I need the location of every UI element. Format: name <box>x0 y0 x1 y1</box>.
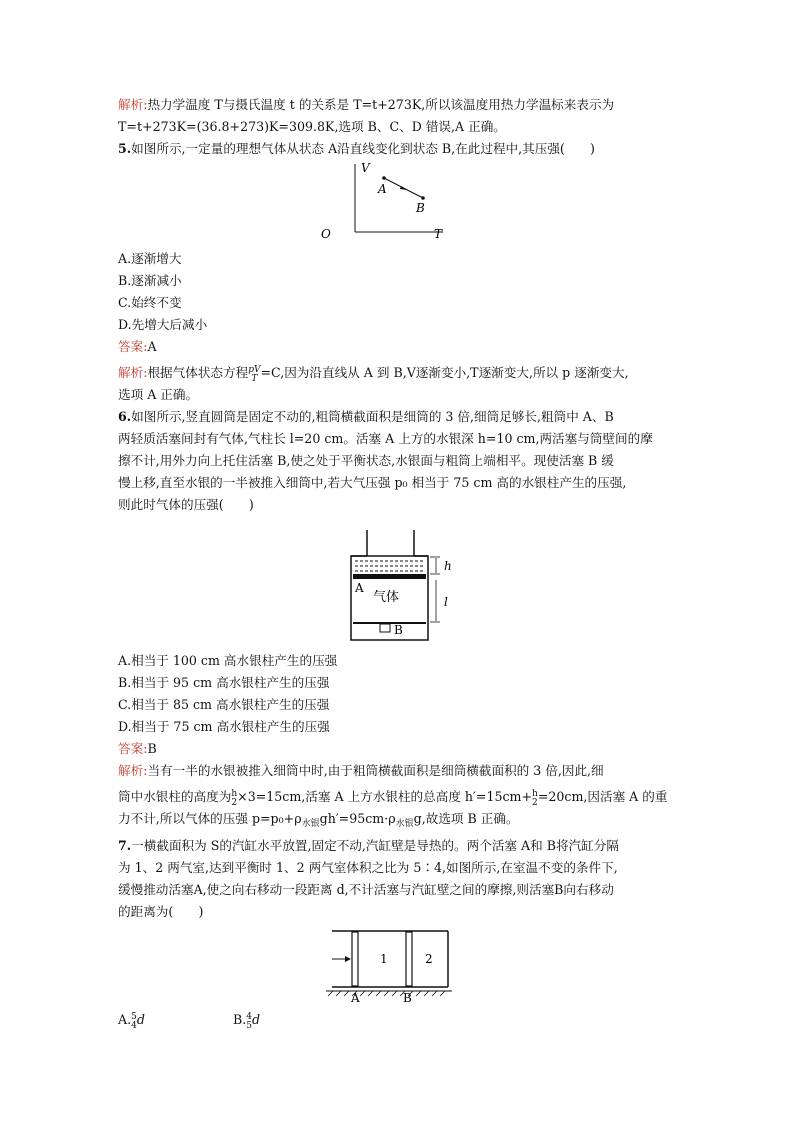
piston-a-label: A <box>355 581 364 595</box>
q7-option-b-num: 4 <box>246 1012 252 1022</box>
q7-option-a-prefix: A. <box>118 1012 132 1027</box>
q5-number: 5. <box>118 141 132 156</box>
q4-explanation-line1 <box>118 94 678 116</box>
horizontal-cylinder-diagram <box>118 923 678 1003</box>
q6-answer <box>118 738 678 760</box>
q6-exp-text3b: gh′=95cm·ρ <box>319 811 396 826</box>
q6-stem-text1: 如图所示,竖直圆筒是固定不动的,粗筒横截面积是细筒的 3 倍,细筒足够长,粗筒中 A、B <box>131 409 614 424</box>
q7-option-b-var: d <box>251 1012 260 1027</box>
q6-explanation-line1 <box>118 760 678 782</box>
q6-number: 6. <box>118 409 132 424</box>
q7-option-a-var: d <box>136 1012 145 1027</box>
q6-stem-line4: 慢上移,直至水银的一半被推入细筒中,若大气压强 p₀ 相当于 75 cm 高的水银柱产生的压强, <box>118 475 627 490</box>
q6-stem-line5: 则此时气体的压强( ) <box>118 497 254 512</box>
piston-b <box>406 932 412 986</box>
q6-explanation-line3 <box>118 808 678 835</box>
q7-options <box>118 1009 678 1031</box>
q5-option-d[interactable]: D.先增大后减小 <box>118 317 208 332</box>
q6-option-c[interactable]: C.相当于 85 cm 高水银柱产生的压强 <box>118 697 330 712</box>
q5-exp-text-a: 根据气体状态方程 <box>147 365 249 380</box>
piston-b-label: B <box>403 991 412 1003</box>
point-b-label: B <box>416 201 425 215</box>
v-axis-label: V <box>361 161 370 175</box>
q5-explanation-label: 解析: <box>118 365 148 380</box>
q7-option-b-prefix: B. <box>232 1012 247 1027</box>
q5-explanation-line2: 选项 A 正确。 <box>118 387 199 402</box>
q6-exp-text2a: 筒中水银柱的高度为 <box>118 789 232 804</box>
q6-exp-frac1-den: 2 <box>231 798 238 808</box>
q7-stem-line4: 的距离为( ) <box>118 904 204 919</box>
q6-explanation-label: 解析: <box>118 763 148 778</box>
q6-stem-line1 <box>118 406 678 428</box>
q5-stem-text: 如图所示,一定量的理想气体从状态 A沿直线变化到状态 B,在此过程中,其压强( ) <box>131 141 595 156</box>
q6-answer-label: 答案: <box>118 741 148 756</box>
q5-figure <box>118 160 678 238</box>
q6-explanation-line2 <box>118 786 678 808</box>
piston-a-label: A <box>351 991 360 1003</box>
q6-exp-sub1: 水银 <box>301 819 320 829</box>
piston-b-handle <box>380 624 390 632</box>
q6-exp-frac1-num: h <box>231 789 238 799</box>
q7-number: 7. <box>118 838 132 853</box>
room-2-label: 2 <box>425 952 433 966</box>
gas-label: 气体 <box>373 590 400 605</box>
q6-option-b[interactable]: B.相当于 95 cm 高水银柱产生的压强 <box>118 675 330 690</box>
q7-option-a[interactable] <box>118 1012 145 1031</box>
room-1-label: 1 <box>380 952 388 966</box>
vt-graph <box>118 160 678 238</box>
q7-stem-line3: 缓慢推动活塞A,使之向右移动一段距离 d,不计活塞与汽缸壁之间的摩擦,则活塞B向右移动 <box>118 882 614 897</box>
q5-exp-frac-den: T <box>251 374 258 384</box>
q6-option-a[interactable]: A.相当于 100 cm 高水银柱产生的压强 <box>118 653 338 668</box>
q4-explanation-label: 解析: <box>118 97 148 112</box>
q7-figure <box>118 923 678 1003</box>
q7-option-b[interactable] <box>232 1012 260 1031</box>
q7-option-a-num: 5 <box>131 1012 137 1022</box>
q6-exp-frac2-num: h <box>532 789 538 799</box>
q7-option-b-den: 5 <box>246 1021 252 1031</box>
q7-stem-line2: 为 1、2 两气室,达到平衡时 1、2 两气室体积之比为 5∶4,如图所示,在室温不变的条件下, <box>118 860 618 875</box>
q5-answer-value: A <box>147 339 157 354</box>
q4-explanation-line2: T=t+273K=(36.8+273)K=309.8K,选项 B、C、D 错误,A 正确。 <box>118 119 506 134</box>
t-axis-label: T <box>434 227 443 238</box>
point-a-label: A <box>378 182 387 196</box>
direction-arrow <box>400 186 407 190</box>
ground-hatching <box>328 991 445 996</box>
q6-exp-text2c: =20cm,因活塞 A 的重 <box>537 789 668 804</box>
q5-stem <box>118 138 678 160</box>
q6-exp-text1: 当有一半的水银被推入细筒中时,由于粗筒横截面积是细筒横截面积的 3 倍,因此,细 <box>147 763 604 778</box>
q5-exp-text-b: =C,因为沿直线从 A 到 B,V逐渐变小,T逐渐变大,所以 p 逐渐变大, <box>260 365 629 380</box>
push-arrow-head <box>345 956 351 962</box>
q7-option-a-den: 4 <box>131 1021 137 1031</box>
q5-option-c[interactable]: C.始终不变 <box>118 295 182 310</box>
origin-label: O <box>321 227 331 238</box>
q6-exp-text3a: 力不计,所以气体的压强 p=p₀+ρ <box>118 811 302 826</box>
q6-exp-text3c: g,故选项 B 正确。 <box>413 811 519 826</box>
q5-answer-label: 答案: <box>118 339 148 354</box>
q7-stem-line1 <box>118 835 678 857</box>
cylinder-diagram <box>118 516 678 644</box>
document-page <box>118 94 678 1031</box>
q5-option-a[interactable]: A.逐渐增大 <box>118 251 182 266</box>
q4-explanation-text1: 热力学温度 T与摄氏温度 t 的关系是 T=t+273K,所以该温度用热力学温标来表示为 <box>147 97 615 112</box>
point-a-dot <box>382 176 386 180</box>
q6-exp-sub2: 水银 <box>395 819 414 829</box>
q5-exp-frac-num: pV <box>248 365 261 375</box>
q5-answer <box>118 336 678 358</box>
q6-exp-frac2-den: 2 <box>532 798 538 808</box>
mercury-column <box>355 561 424 571</box>
l-label: l <box>444 595 448 609</box>
h-label: h <box>444 559 452 573</box>
q6-figure <box>118 516 678 644</box>
q6-option-d[interactable]: D.相当于 75 cm 高水银柱产生的压强 <box>118 719 330 734</box>
q6-answer-value: B <box>147 741 157 756</box>
q5-explanation-line1 <box>118 362 678 384</box>
point-b-dot <box>421 196 425 200</box>
piston-a <box>352 932 358 986</box>
q6-exp-text2b: ×3=15cm,活塞 A 上方水银柱的总高度 h′=15cm+ <box>237 789 533 804</box>
q6-stem-line3: 擦不计,用外力向上托住活塞 B,使之处于平衡状态,水银面与粗筒上端相平。现使活塞 B 缓 <box>118 453 614 468</box>
q5-exp-fraction <box>248 366 260 384</box>
q6-stem-line2: 两轻质活塞间封有气体,气柱长 l=20 cm。活塞 A 上方的水银深 h=10 cm,两活塞与筒壁间的摩 <box>118 431 653 446</box>
q7-stem-text1: 一横截面积为 S的汽缸水平放置,固定不动,汽缸壁是导热的。两个活塞 A和 B将汽缸分隔 <box>131 838 619 853</box>
piston-b-label: B <box>394 623 403 637</box>
piston-a <box>353 574 426 579</box>
q5-option-b[interactable]: B.逐渐减小 <box>118 273 182 288</box>
